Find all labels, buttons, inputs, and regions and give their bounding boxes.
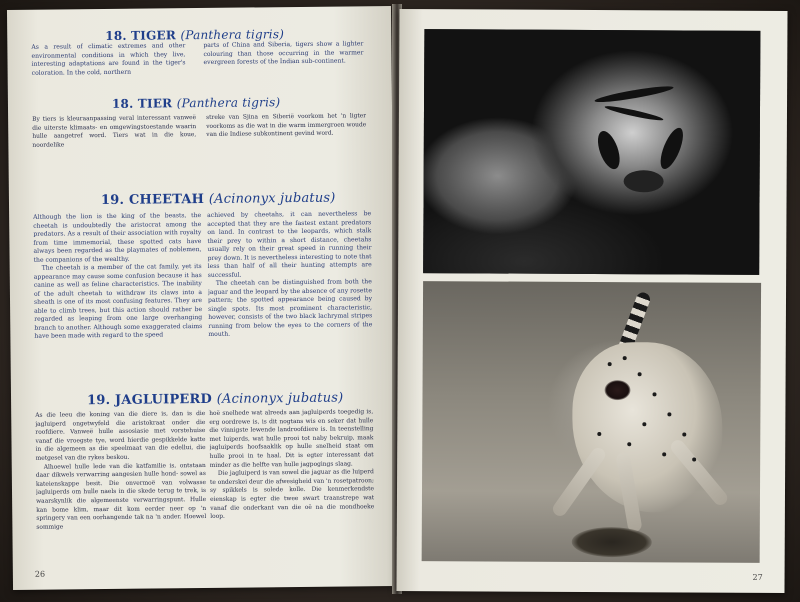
tiger-photo	[423, 29, 760, 275]
page-number-left: 26	[34, 569, 46, 579]
tiger-en-col-1: As a result of climatic extremes and other environmental conditions in which they live, interesting adaptations are found in the tiger's coloration. In the cold, northern	[31, 42, 186, 77]
right-page	[396, 9, 787, 593]
page-number-right: 27	[752, 572, 763, 582]
heading-tiger-en: 18. TIGER (Panthera tigris)	[105, 27, 285, 43]
cheetah-en-col-2: achieved by cheetahs, it can nevertheless be accepted that they are the fastest extant predators on land. In contrast to the leopards, which stalk their prey to within a short distance, cheetahs usually rely on their great speed in running their prey down. It is nevertheless interesting to note that less than half of all their hunting attempts are successful. The cheetah can be distinguished from both the jaguar and the leopard by the absence of any rosette pattern; the spotted appearance being caused by single spots. Its most prominent characteristic, however, consists of the two black lachrymal stripes running from below the eyes to the corners of the mouth.	[207, 210, 373, 338]
tiger-af-col-1: By tiers is kleuraanpassing veral interessant vanweë die uiterste klimaats- en omgewingstoestande waarin hulle aangetref word. Tiers wat in die koue, noordelike	[32, 115, 197, 149]
cheetah-af-col-2: hoë snelhede wat alreeds aan jagluiperds toegedig is, erg oordrewe is, is dit nogtans wis en seker dat hulle die vinnigste lewende landroofdiere is. In teenstelling met luiperds, wat hulle prooi tot naby bekruip, maak jagluiperds hoofsaaklik op hulle snelheid staat om hulle prooi in te haal. Dit is egter interessant dat minder as die helfte van hulle jagpogings slaag. Die jagluiperd is van sowel die jaguar as die luiperd te onderskei deur die afwesigheid van 'n rosetpatroon; sy spikkels is solede kolle. Die kenmerkendste eienskap is egter die twee swart traanstrepe wat vanaf die onderkant van die oë na die mondhoeke loop.	[209, 409, 375, 521]
heading-tiger-af: 18. TIER (Panthera tigris)	[111, 95, 281, 111]
heading-cheetah-en: 19. CHEETAH (Acinonyx jubatus)	[100, 190, 336, 209]
cheetah-photo	[422, 281, 761, 563]
tiger-af-col-2: streke van Sjina en Siberië voorkom het 'n ligter voorkoms as die wat in die warm immergroen woude van die Indiese subkontinent gevind word.	[206, 113, 367, 139]
cheetah-af-col-1: As die leeu die koning van die diere is, dan is die jagluiperd ongetwyfeld die aristokraat onder die roofdiere. Vanweë hulle assosiasie met vorstehuise vanaf die vroegste tye, word hierdie gespikkelde katte in die algemeen as die speelmaat van die edellui, die metgesel van die rykes beskou. Alhoewel hulle lede van die katfamilie is, ontstaan daar dikwels verwarring aangesien hulle hond- sowel as kateienskappe besit. Die onvermoë van volwasse jagluiperds om hulle naels in die skede terug te trek, is waarskynlik die algemeenste verwarringspunt. Hulle kan bome klim, maar dit kom eerder neer op 'n springery van een oorhangende tak na 'n ander. Hoewel sommige	[35, 410, 207, 531]
tiger-en-col-2: parts of China and Siberia, tigers show a lighter colouring than those occurring in the warmer evergreen forests of the Indian sub-continent.	[203, 40, 364, 66]
cheetah-en-col-1: Although the lion is the king of the beasts, the cheetah is undoubtedly the aristocrat among the predators. As a result of their association with royalty from time immemorial, these spotted cats have always been regarded as the playmates of noblemen, the companions of the wealthy. The cheetah is a member of the cat family, yet its appearance may cause some confusion because it has canine as well as feline characteristics. The inability of the adult cheetah to withdraw its claws into a sheath is one of its most confusing features. They are able to climb trees, but this action should rather be regarded as leaping from one large overhanging branch to another. Although some exaggerated claims have been made with regard to the speed	[33, 212, 203, 340]
heading-cheetah-af: 19. JAGLUIPERD (Acinonyx jubatus)	[86, 390, 344, 409]
left-page	[7, 6, 397, 590]
